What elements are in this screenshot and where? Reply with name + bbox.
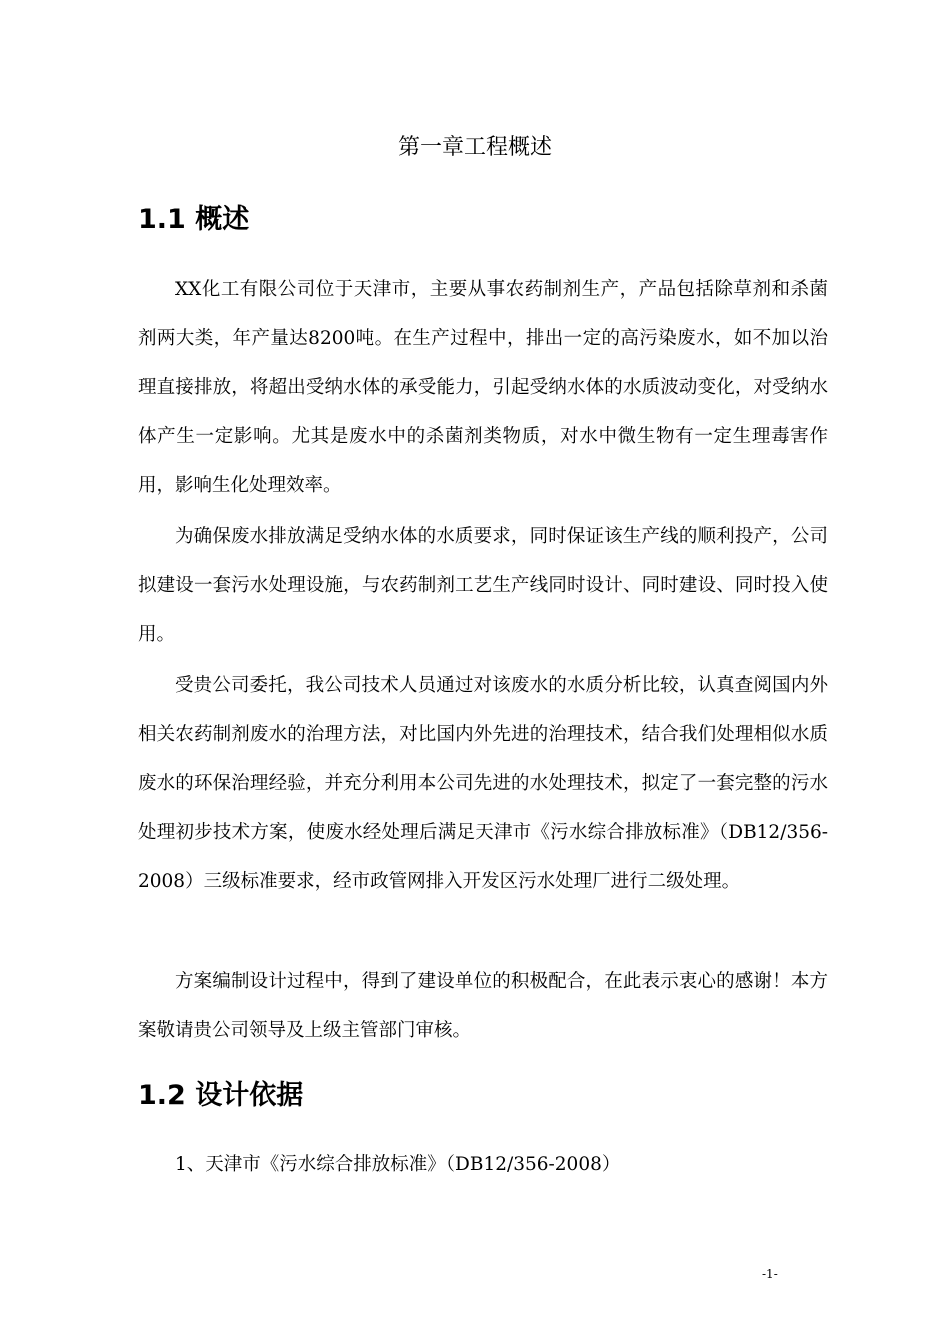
body-paragraph: 为确保废水排放满足受纳水体的水质要求，同时保证该生产线的顺利投产，公司拟建设一套污水处理设施，与农药制剂工艺生产线同时设计、同时建设、同时投入使用。 [138,526,828,645]
list-item: 1、天津市《污水综合排放标准》（DB12/356-2008） [175,1154,621,1175]
section-heading-design-basis: 1.2 设计依据 [138,1080,304,1111]
body-paragraph: 方案编制设计过程中，得到了建设单位的积极配合，在此表示衷心的感谢！本方案敬请贵公司领导及上级主管部门审核。 [138,971,828,1041]
body-paragraph: 受贵公司委托，我公司技术人员通过对该废水的水质分析比较，认真查阅国内外相关农药制剂废水的治理方法，对比国内外先进的治理技术，结合我们处理相似水质废水的环保治理经验，并充分利用本公司先进的水处理技术，拟定了一套完整的污水处理初步技术方案，使废水经处理后满足天津市《污水综合排放标准》（DB12/356-2008）三级标准要求，经市政管网排入开发区污水处理厂进行二级处理。 [138,675,828,892]
body-paragraph: XX化工有限公司位于天津市，主要从事农药制剂生产，产品包括除草剂和杀菌剂两大类，年产量达8200吨。在生产过程中，排出一定的高污染废水，如不加以治理直接排放，将超出受纳水体的承受能力，引起受纳水体的水质波动变化，对受纳水体产生一定影响。尤其是废水中的杀菌剂类物质，对水中微生物有一定生理毒害作用，影响生化处理效率。 [138,279,828,496]
page-number: -1- [762,1267,778,1281]
chapter-title: 第一章工程概述 [397,135,552,160]
section-heading-overview: 1.1 概述 [138,204,250,235]
